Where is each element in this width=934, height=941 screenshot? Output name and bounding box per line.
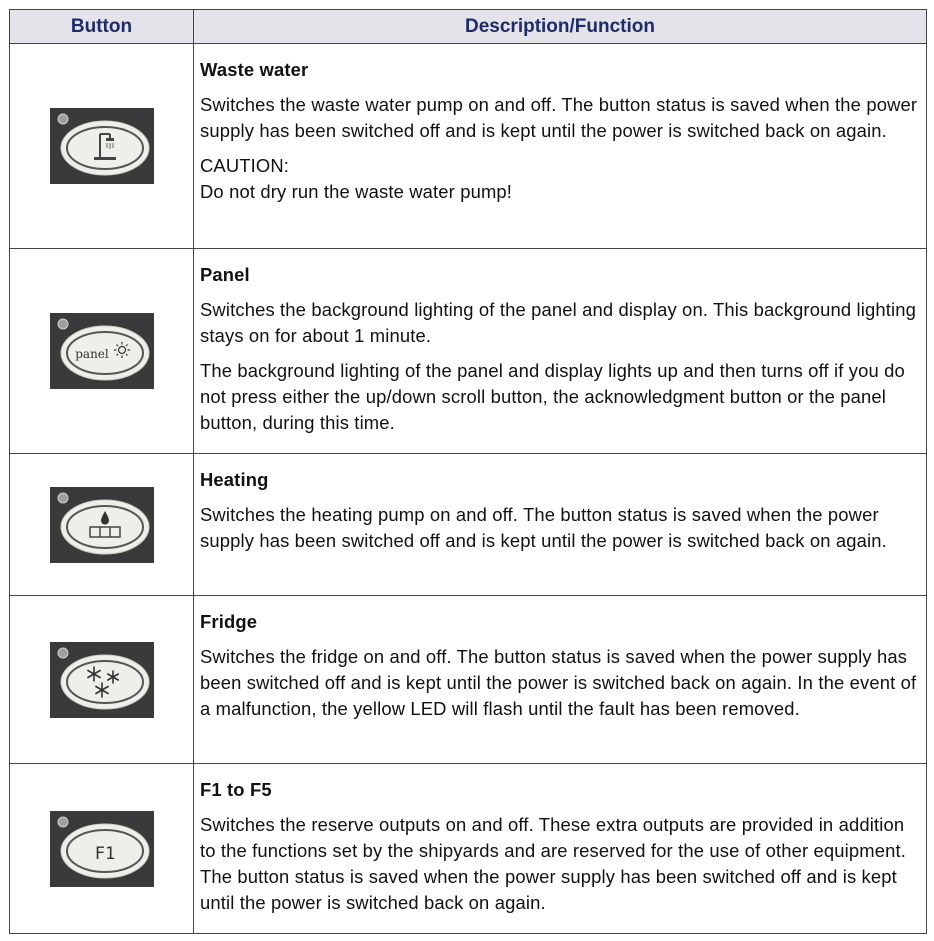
shower-icon <box>50 108 154 184</box>
column-header-button: Button <box>10 10 194 44</box>
button-image-cell <box>10 454 194 596</box>
description-cell <box>194 764 927 934</box>
row-description: Switches the reserve outputs on and off. These extra outputs are provided in addition to the functions set by the shipyards and are reserved for the use of other equipment. The button status is saved when the power supply has been switched off and is kept until the power is switched back on again. <box>200 814 907 913</box>
column-header-description: Description/Function <box>194 10 927 44</box>
f1-icon-label: F1 <box>94 843 115 864</box>
row-description: Switches the heating pump on and off. The button status is saved when the power supply has been switched off and is kept until the power is switched back on again. <box>200 504 887 551</box>
button-image-cell <box>10 596 194 764</box>
table-row <box>10 764 927 934</box>
row-description: Switches the waste water pump on and off. The button status is saved when the power supply has been switched off and is kept until the power is switched back on again. <box>200 94 918 141</box>
row-title: Heating <box>200 469 269 490</box>
panel-icon-label: panel <box>74 347 109 361</box>
row-description: Switches the background lighting of the panel and display on. This background lighting stays on for about 1 minute. <box>200 299 916 346</box>
table-row <box>10 44 927 249</box>
row-title: Waste water <box>200 59 309 80</box>
table-row <box>10 596 927 764</box>
description-cell <box>194 596 927 764</box>
button-function-table <box>9 9 927 934</box>
button-image-cell <box>10 249 194 454</box>
row-description: Switches the fridge on and off. The button status is saved when the power supply has been switched off and is kept until the power is switched back on again. In the event of a malfunction, the yellow LED will flash until the fault has been removed. <box>200 646 917 719</box>
heating-icon <box>50 487 154 563</box>
description-cell <box>194 249 927 454</box>
table-header-row <box>10 10 927 44</box>
button-image-cell <box>10 764 194 934</box>
button-image-cell <box>10 44 194 249</box>
panel-light-icon <box>50 313 154 389</box>
description-cell <box>194 454 927 596</box>
row-title: F1 to F5 <box>200 779 272 800</box>
description-cell <box>194 44 927 249</box>
table-row <box>10 454 927 596</box>
row-description: The background lighting of the panel and display lights up and then turns off if you do not press either the up/down scroll button, the acknowledgment button or the panel button, during this time. <box>200 360 905 433</box>
table-row <box>10 249 927 454</box>
row-caution: CAUTION: Do not dry run the waste water pump! <box>200 155 513 202</box>
row-title: Panel <box>200 264 250 285</box>
snowflake-icon <box>50 642 154 718</box>
f1-icon <box>50 811 154 887</box>
row-title: Fridge <box>200 611 258 632</box>
